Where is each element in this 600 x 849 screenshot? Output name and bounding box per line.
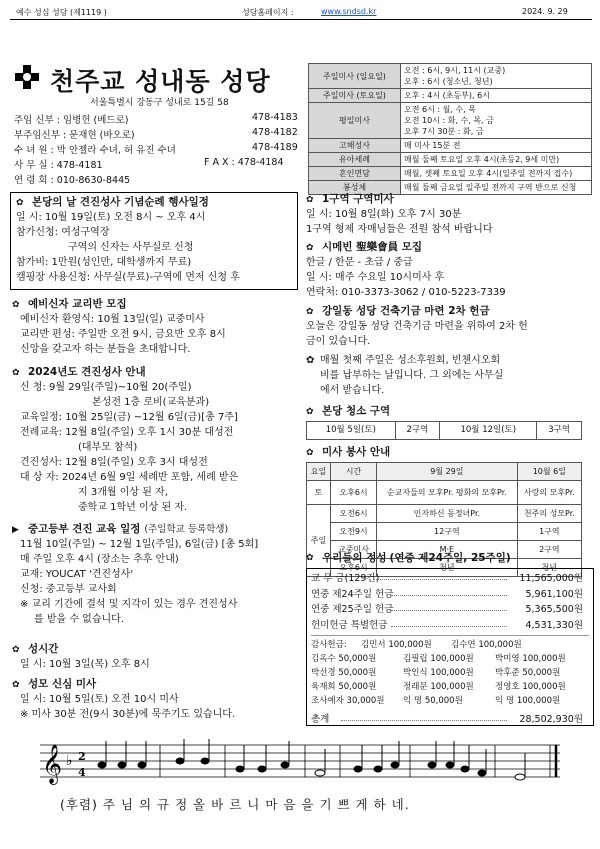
table-header: 혼인면담 (309, 167, 401, 181)
text-line: 대 상 자: 2024년 6월 9일 세례반 포함, 세례 받은 (20, 472, 239, 483)
staff-label: 사 무 실 : 478-4181 (14, 160, 103, 171)
table-cell: 오전6시 (331, 505, 377, 523)
section-heading (12, 365, 300, 380)
table-cell: 사랑의 모후Pr. (517, 481, 581, 505)
confirmation-section (12, 365, 300, 515)
thanks-entry: 김수연 100,000원 (451, 640, 522, 650)
psalm-music-staff (40, 735, 560, 790)
text-line: 매월 첫째 주일은 성소후원회, 빈첸시오회 (320, 355, 501, 366)
section-heading (12, 642, 300, 657)
section-title: 성시간 (28, 643, 59, 655)
offering-box (306, 568, 594, 726)
clover-icon: ✿ (12, 679, 20, 690)
thanks-entry: 익 명 50,000원 (403, 696, 463, 706)
table-cell: M·E (377, 541, 518, 559)
thanks-row (311, 638, 589, 652)
staff-phone: F A X : 478-4184 (204, 157, 284, 168)
offering-section (306, 550, 594, 726)
rally-box (10, 192, 298, 290)
table-header: 시간 (331, 463, 377, 481)
total-label: 총계 (311, 714, 330, 725)
section-title: 본당 청소 구역 (322, 405, 391, 417)
cell-line: 오전 10시 : 화, 수, 목, 금 (404, 116, 494, 125)
time-signature: 4 (78, 766, 86, 779)
staff-label: 수 녀 원 : 박 안젤라 수녀, 허 유진 수녀 (14, 145, 176, 156)
thanks-entry: 정래문 100,000원 (403, 682, 474, 692)
table-cell: 토 (307, 481, 331, 505)
clover-icon: ✿ (306, 447, 314, 458)
thanks-entry: 정영호 100,000원 (495, 682, 566, 692)
offering-amount: 4,531,330원 (525, 619, 583, 631)
section-title: 강일동 성당 건축기금 마련 2차 헌금 (322, 305, 490, 317)
table-cell: 매 미사 15분 전 (401, 139, 592, 153)
section-heading (306, 550, 594, 565)
leader-dots (391, 610, 507, 611)
table-cell: 인자하신 동정녀Pr. (377, 505, 518, 523)
table-cell: 오후6시 (331, 559, 377, 577)
offering-row (311, 571, 589, 587)
text-line: 일 시: 매주 수요일 10시미사 후 (306, 272, 445, 283)
thanks-entry: 박후준 50,000원 (495, 668, 561, 678)
section-heading (12, 677, 302, 692)
offering-amount: 5,365,500원 (525, 604, 583, 615)
cleaning-table (306, 421, 582, 440)
section-title: 중고등부 견진 교육 일정 (28, 523, 141, 535)
text-line: 예비신자 환영식: 10월 13일(일) 교중미사 (20, 314, 205, 325)
mass-schedule-table (308, 63, 592, 195)
bulletin-number: 예수 성심 성당 (제1119 ) (16, 8, 107, 17)
clover-icon: ✿ (306, 552, 314, 563)
staff-row (14, 127, 304, 142)
cell-line: 오전 : 6시, 9시, 11시 (교중) (404, 66, 506, 75)
triangle-icon: ▶ (12, 524, 19, 535)
table-header: 9월 29일 (377, 463, 518, 481)
text-line: 구역의 신자는 사무실로 신청 (68, 242, 194, 253)
text-line: 금이 있습니다. (306, 336, 371, 347)
total-amount: 28,502,930원 (519, 714, 583, 725)
table-header: 10월 6일 (517, 463, 581, 481)
time-signature: 2 (78, 750, 86, 763)
section-heading (12, 297, 300, 312)
section-title: 미사 봉사 안내 (322, 446, 391, 458)
youth-section (12, 522, 302, 627)
staff-phone: 478-4189 (252, 142, 298, 153)
table-header: 고해성사 (309, 139, 401, 153)
section-title: 본당의 날 견진성사 기념순례 행사일정 (32, 196, 209, 208)
table-cell: 3구역 (537, 422, 582, 440)
leader-dots (391, 595, 507, 596)
thanks-entry: 박미영 100,000원 (495, 654, 566, 664)
choir-section (306, 240, 594, 300)
section-heading (306, 240, 594, 255)
section-subtitle: (주일학교 등록학생) (144, 524, 229, 535)
text-line: 신청: 중고등부 교사회 (20, 584, 117, 595)
table-row (309, 153, 592, 167)
thanks-entry: 육재희 50,000원 (311, 682, 377, 692)
leader-dots (341, 720, 507, 721)
table-cell: 청년 (377, 559, 518, 577)
text-line: 일 시: 10월 19일(토) 오전 8시 ~ 오후 4시 (16, 212, 206, 223)
clover-icon: ✿ (306, 194, 314, 205)
text-line: 참가신청: 여성구역장 (16, 227, 110, 238)
text-line: 를 받을 수 없습니다. (34, 614, 124, 625)
table-row (307, 523, 582, 541)
leader-dots (391, 626, 507, 627)
section-heading (306, 192, 594, 207)
text-line: 교리반 편성: 주일반 오전 9시, 금요반 오후 8시 (20, 329, 226, 340)
thanks-entry: 박선경 50,000원 (311, 668, 377, 678)
thanks-entry: 김필립 100,000원 (403, 654, 474, 664)
clover-icon: ✿ (306, 306, 314, 317)
table-header: 평일미사 (309, 103, 401, 139)
text-line: 신앙을 갖고자 하는 분들을 초대합니다. (20, 344, 191, 355)
table-cell: 12구역 (377, 523, 518, 541)
table-cell: 오후 : 4시 (초등부), 6시 (401, 89, 592, 103)
text-line: 일 시: 10월 3일(목) 오후 8시 (20, 659, 150, 670)
marian-mass-section (12, 677, 302, 722)
table-cell: 2구역 (517, 541, 581, 559)
thanks-entry: 익 명 100,000원 (495, 696, 561, 706)
offering-row (311, 602, 589, 618)
clover-icon: ✿ (306, 355, 315, 366)
staff-row (14, 142, 304, 157)
section-subtitle: (연중 제24주일, 25주일) (389, 552, 511, 564)
thanks-entry: 박인식 100,000원 (403, 668, 474, 678)
cell-line: 오후 : 6시 (청소년, 청년) (404, 77, 493, 86)
table-cell: 천주의 성모Pr. (517, 505, 581, 523)
table-cell (401, 64, 592, 89)
text-line: 본성전 1층 로비(교육분과) (92, 397, 210, 408)
clover-icon: ✿ (306, 242, 314, 253)
header-bar (10, 6, 592, 20)
table-cell: 교중미사 (331, 541, 377, 559)
thanks-label: 감사헌금: (311, 640, 347, 650)
text-line: 교재: YOUCAT '견진성사' (20, 569, 134, 580)
text-line: 11월 10일(주일) ~ 12월 1일(주일), 6일(금) [총 5회] (20, 539, 259, 550)
parish-logo-icon (14, 64, 40, 90)
section-heading (306, 304, 594, 319)
staff-row (14, 157, 304, 172)
thanks-entry: 조사예자 30,000원 (311, 696, 385, 706)
district-mass-section (306, 192, 594, 237)
cell-line: 오전 6시 : 월, 수, 목 (404, 105, 476, 114)
parish-address: 서울특별시 강동구 성내로 15길 58 (90, 98, 229, 108)
offering-total-row (311, 712, 589, 728)
offering-amount: 5,961,100원 (525, 588, 583, 600)
table-cell: 순교자들의 모후Pr. 평화의 모후Pr. (377, 481, 518, 505)
table-row (309, 167, 592, 181)
thanks-list (311, 638, 589, 708)
thanks-entry: 김민서 100,000원 (361, 640, 432, 650)
text-line: 오늘은 강일동 성당 건축기금 마련을 위하여 2차 헌 (306, 321, 528, 332)
staff-label: 연 령 회 : 010-8630-8445 (14, 175, 131, 186)
staff-phone: 478-4182 (252, 127, 298, 138)
table-row (307, 422, 582, 440)
leader-dots (373, 579, 507, 580)
table-cell: 주일 (307, 505, 331, 577)
table-row (307, 505, 582, 523)
section-title: 2024년도 견진성사 안내 (28, 366, 146, 378)
table-cell: 청년 (517, 559, 581, 577)
catechumen-section (12, 297, 300, 357)
text-line: 1구역 형제 자매님들은 전원 참석 바랍니다 (306, 224, 493, 235)
text-line: 신 청: 9월 29일(주일)~10월 20(주일) (20, 382, 192, 393)
thanks-entry: 김옥수 50,000원 (311, 654, 377, 664)
table-cell: 오후6시 (331, 481, 377, 505)
text-line: 지 3개월 이상 된 자, (78, 487, 168, 498)
text-line: 참가비: 1만원(성인만, 대학생까지 무료) (16, 257, 192, 268)
text-line: 비를 납부하는 날입니다. 그 외에는 사무실 (320, 370, 504, 381)
treble-clef-icon: 𝄞 (42, 744, 63, 784)
table-cell: 매월 둘째 금요일 일주일 전까지 구역 반으로 신청 (401, 181, 592, 195)
staff-phone: 478-4183 (252, 112, 298, 123)
issue-date: 2024. 9. 29 (522, 7, 568, 16)
cell-line: 오후 7시 30분 : 화, 금 (404, 127, 484, 136)
table-header: 유아세례 (309, 153, 401, 167)
staff-list (14, 112, 304, 187)
text-line: 교육일정: 10월 25일(금) ~12월 6일(금)[총 7주] (20, 412, 238, 423)
text-line: ※ 교리 기간에 결석 및 지각이 있는 경우 견진성사 (20, 599, 238, 610)
section-title: 시메빈 聖樂會員 모집 (322, 241, 423, 253)
clover-icon: ✿ (306, 406, 314, 417)
section-heading (12, 522, 302, 537)
text-line: (대부모 참석) (78, 442, 138, 453)
staff-label: 부주임신부 : 문재현 (바오로) (14, 130, 135, 141)
homepage-label: 성당홈페이지 : (242, 8, 294, 17)
table-row (307, 463, 582, 481)
section-title: 1구역 구역미사 (322, 193, 394, 205)
table-row (307, 481, 582, 505)
thanks-row (311, 666, 589, 680)
table-cell: 1구역 (517, 523, 581, 541)
clover-icon: ✿ (16, 197, 24, 208)
flat-icon: ♭ (66, 753, 73, 769)
building-fund-section (306, 304, 594, 349)
text-line: 일 시: 10월 8일(화) 오후 7시 30분 (306, 209, 462, 220)
clover-icon: ✿ (12, 299, 20, 310)
notice-line (306, 353, 594, 368)
table-row (309, 139, 592, 153)
section-heading (16, 195, 292, 210)
offering-row (311, 618, 589, 634)
offering-label: 연중 제25주일 헌금 (311, 604, 394, 615)
text-line: 매 주일 오후 4시 (장소는 추후 안내) (20, 554, 179, 565)
thanks-row (311, 694, 589, 708)
text-line: 중학교 1학년 이상 된 자. (78, 502, 188, 513)
thanks-row (311, 652, 589, 666)
table-header: 봉성체 (309, 181, 401, 195)
offering-amount: 11,565,000원 (519, 573, 583, 584)
table-row (309, 64, 592, 89)
holy-hour-section (12, 642, 300, 672)
homepage-link[interactable]: www.sndsd.kr (321, 7, 377, 16)
section-heading (306, 445, 594, 460)
clover-icon: ✿ (12, 644, 20, 655)
text-line: 견진성사: 12월 8일(주일) 오후 3시 대성전 (20, 457, 208, 468)
text-line: 전례교육: 12월 8일(주일) 오후 1시 30분 대성전 (20, 427, 234, 438)
offering-label: 헌미헌금 특별헌금 (311, 619, 388, 631)
offering-row (311, 587, 589, 603)
section-title: 성모 신심 미사 (28, 678, 97, 690)
table-cell: 매월 둘째 토요일 오후 4시(초등2, 9세 미만) (401, 153, 592, 167)
offering-label: 연중 제24주일 헌금 (311, 588, 394, 600)
section-title: 우리들의 정성 (322, 552, 387, 564)
parish-title: 천주교 성내동 성당 (50, 67, 271, 96)
text-line: 연락처: 010-3373-3062 / 010-5223-7339 (306, 287, 506, 298)
table-cell: 매월, 셋째 토요일 오후 4시(일주일 전까지 접수) (401, 167, 592, 181)
text-line: 일 시: 10월 5일(토) 오전 10시 미사 (20, 694, 179, 705)
text-line: 한글 / 한문 - 초급 / 중급 (306, 257, 413, 268)
text-line: 에서 받습니다. (320, 385, 385, 396)
section-title: 예비신자 교리반 모집 (28, 298, 127, 310)
psalm-lyrics: (후렴) 주 님 의 규 정 올 바 르 니 마 음 을 기 쁘 게 하 네. (60, 797, 410, 812)
table-row (309, 103, 592, 139)
text-line: ※ 미사 30분 전(9시 30분)에 묵주기도 있습니다. (20, 709, 236, 720)
table-header: 주일미사 (일요일) (309, 64, 401, 89)
section-heading (306, 404, 594, 419)
staff-label: 주임 신부 : 임병헌 (베드로) (14, 115, 129, 126)
notice-section (306, 353, 594, 398)
table-cell: 10월 5일(토) (307, 422, 396, 440)
table-row (309, 89, 592, 103)
staff-row (14, 112, 304, 127)
table-cell (401, 103, 592, 139)
thanks-row (311, 680, 589, 694)
clover-icon: ✿ (12, 367, 20, 378)
table-header: 주일미사 (토요일) (309, 89, 401, 103)
cleaning-section (306, 404, 594, 440)
staff-row (14, 172, 304, 187)
offering-label: 교 무 금(129건) (311, 573, 380, 584)
table-cell: 10월 12일(토) (440, 422, 537, 440)
table-header: 요일 (307, 463, 331, 481)
table-cell: 오전9시 (331, 523, 377, 541)
text-line: 캠핑장 사용신청: 사무실(무료)-구역에 먼저 신청 후 (16, 272, 240, 283)
table-cell: 2구역 (395, 422, 440, 440)
